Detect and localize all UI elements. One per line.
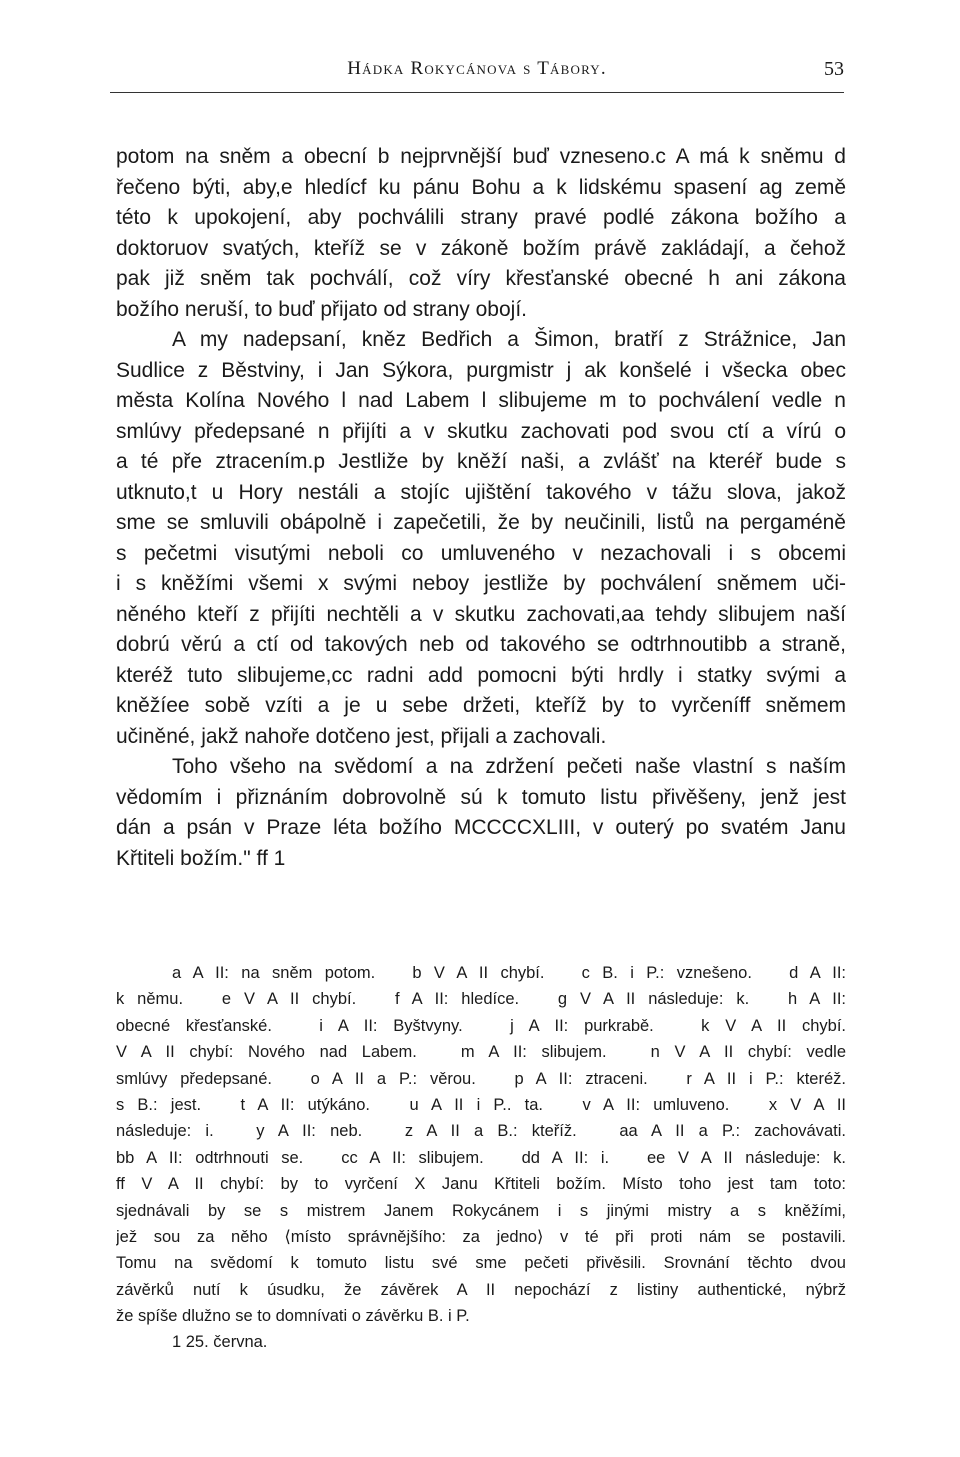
footnote-line: a A II: na sněm potom. b V A II chybí. c B. i P.: vznešeno. d A II: [172, 964, 846, 982]
footnote-line: závěrků nutí k úsudku, že závěrek A II nepochází z listiny authentické, nýbrž [116, 1280, 846, 1299]
text-line: města Kolína Nového l nad Labem l slibujeme m to pochválení vedle n [116, 389, 846, 412]
text-line: učiněné, jakž nahoře dotčeno jest, přijali a zachovali. [116, 724, 607, 748]
text-line: něného kteří z přijíti nechtěli a v skutku zachovati,aa tehdy slibujem naší [116, 602, 846, 626]
text-line: sme se smluvili obápolně i zapečetili, že by neučinili, listů na pergaméně [116, 511, 846, 534]
text-line: potom na sněm a obecní b nejprvnější buď vzneseno.c A má k sněmu d [116, 145, 846, 168]
text-line: i s kněžími všemi x svými neboy jestliže by pochválení sněmem uči- [116, 572, 846, 595]
page-number: 53 [824, 58, 844, 80]
footnote-line: ff V A II chybí: by to vyrčení X Janu Křtiteli božím. Místo toho jest tam toto: [116, 1175, 846, 1194]
footnote-line: že spíše dlužno se to domnívati o závěrku B. i P. [116, 1307, 470, 1326]
text-line: utknuto,t u Hory nestáli a stojíc ujištění takového v tážu slova, jakož [116, 480, 846, 504]
text-line: doktoruov svatých, kteříž se v zákoně božím právě zakládají, a čehož [116, 236, 846, 260]
text-line: kteréž tuto slibujeme,cc radni add pomocni býti hrdly i statky svými a [116, 663, 846, 687]
header-rule [110, 92, 844, 93]
footnote-line: obecné křesťanské. i A II: Byštvyny. j A II: purkrabě. k V A II chybí. [116, 1016, 846, 1035]
running-head [110, 58, 844, 88]
text-line: vědomím i přiznáním dobrovolně sú k tomuto listu přivěšeny, jenž jest [116, 785, 846, 809]
text-line: A my nadepsaní, kněz Bedřich a Šimon, bratří z Strážnice, Jan [172, 328, 846, 351]
footnote-line: Tomu na svědomí k tomuto listu své sme pečeti přivěsili. Srovnání těchto dvou [116, 1254, 846, 1273]
text-line: Křtiteli božím." ff 1 [116, 846, 286, 870]
footnote-line: k němu. e V A II chybí. f A II: hledíce. g V A II následuje: k. h A II: [116, 990, 846, 1009]
main-text [116, 142, 846, 874]
text-line: božího neruší, to buď přijato od strany obojí. [116, 297, 527, 321]
footnotes [116, 960, 846, 1356]
text-line: a té pře ztracením.p Jestliže by kněží naši, a zvlášť na kteréř bude s [116, 450, 846, 473]
footnote-line: jež sou za něho ⟨místo správnějšího: za jedno⟩ v té při proti nám se postavili. [116, 1227, 846, 1246]
text-line: dobrú věrú a ctí od takových neb od takového se odtrhnoutibb a straně, [116, 633, 846, 656]
text-line: této k upokojení, aby pochválili strany pravé podlé zákona božího a [116, 206, 846, 229]
footnote-line: 1 25. června. [172, 1333, 268, 1352]
text-line: pak již sněm tak pochválí, což víry křesťanské obecné h ani zákona [116, 267, 846, 290]
text-line: dán a psán v Praze léta božího MCCCCXLIII, v outerý po svatém Janu [116, 816, 846, 839]
text-line: Toho všeho na svědomí a na zdržení pečeti naše vlastní s naším [172, 755, 846, 778]
text-line: kněžíee sobě vzíti a je u sebe držeti, kteříž by to vyrčeníff sněmem [116, 694, 846, 717]
footnote-line: smlúvy předepsané. o A II a P.: věrou. p A II: ztraceni. r A II i P.: kteréž. [116, 1069, 846, 1088]
page-title: Hádka Rokycánova s Tábory. [347, 58, 607, 79]
footnote-line: následuje: i. y A II: neb. z A II a B.: kteříž. aa A II a P.: zachovávati. [116, 1122, 846, 1141]
footnote-line: bb A II: odtrhnouti se. cc A II: slibujem. dd A II: i. ee V A II následuje: k. [116, 1148, 846, 1167]
footnote-line: s B.: jest. t A II: utýkáno. u A II i P.. ta. v A II: umluveno. x V A II [116, 1095, 846, 1114]
footnote-line: sjednávali by se s mistrem Janem Rokycánem i s jinými mistry a s kněžími, [116, 1201, 846, 1220]
text-line: Sudlice z Běstviny, i Jan Sýkora, purgmistr j ak konšelé i všecka obec [116, 358, 846, 382]
text-line: smlúvy předepsané n přijíti a v skutku zachovati pod svou ctí a vírú o [116, 419, 846, 443]
text-line: s pečetmi visutými neboli co umluveného v nezachovali i s obcemi [116, 541, 846, 565]
footnote-line: V A II chybí: Nového nad Labem. m A II: slibujem. n V A II chybí: vedle [116, 1043, 846, 1062]
text-line: řečeno býti, aby,e hledícf ku pánu Bohu a k lidskému spasení ag země [116, 175, 846, 199]
